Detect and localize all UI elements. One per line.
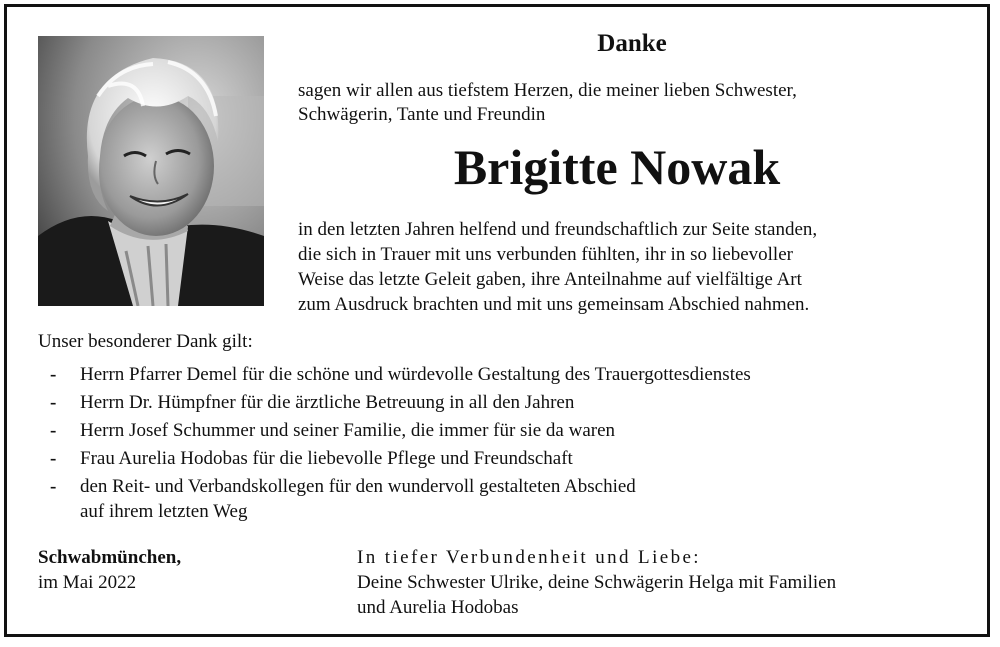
body-line: zum Ausdruck brachten und mit uns gemeinsam Abschied nahmen. bbox=[298, 294, 810, 315]
bullet-dash: - bbox=[50, 392, 57, 413]
date: im Mai 2022 bbox=[38, 572, 137, 593]
thanks-item-line: Herrn Pfarrer Demel für die schöne und würdevolle Gestaltung des Trauergottesdienstes bbox=[80, 364, 751, 385]
bullet-dash: - bbox=[50, 448, 57, 469]
thanks-item bbox=[50, 446, 960, 471]
intro-line: Schwägerin, Tante und Freundin bbox=[298, 104, 546, 125]
body-line: Weise das letzte Geleit gaben, ihre Anteilnahme auf vielfältige Art bbox=[298, 269, 802, 290]
signatories-line: Deine Schwester Ulrike, deine Schwägerin Helga mit Familien bbox=[357, 572, 837, 593]
signature-block bbox=[357, 545, 836, 620]
closing-line: In tiefer Verbundenheit und Liebe: bbox=[357, 547, 701, 568]
intro-line: sagen wir allen aus tiefstem Herzen, die meiner lieben Schwester, bbox=[298, 80, 797, 101]
thanks-item-line: den Reit- und Verbandskollegen für den wundervoll gestalteten Abschied bbox=[80, 476, 636, 497]
thanks-item bbox=[50, 474, 960, 524]
thanks-item bbox=[50, 362, 960, 387]
intro-text bbox=[298, 79, 797, 127]
place: Schwabmünchen, bbox=[38, 547, 182, 568]
portrait-photo bbox=[38, 36, 264, 306]
place-date bbox=[38, 545, 181, 595]
thanks-item-line: Herrn Josef Schummer und seiner Familie, die immer für sie da waren bbox=[80, 420, 616, 441]
body-text bbox=[298, 217, 817, 317]
thanks-item-line: auf ihrem letzten Weg bbox=[80, 501, 248, 522]
body-line: die sich in Trauer mit uns verbunden fühlten, ihr in so liebevoller bbox=[298, 244, 793, 265]
signatories-line: und Aurelia Hodobas bbox=[357, 597, 519, 618]
bullet-dash: - bbox=[50, 420, 57, 441]
body-line: in den letzten Jahren helfend und freundschaftlich zur Seite standen, bbox=[298, 219, 818, 240]
deceased-name: Brigitte Nowak bbox=[453, 139, 781, 195]
heading-danke: Danke bbox=[597, 30, 667, 57]
thanks-item bbox=[50, 418, 960, 443]
thanks-heading: Unser besonderer Dank gilt: bbox=[38, 331, 253, 352]
thanks-list bbox=[50, 362, 960, 527]
thanks-item bbox=[50, 390, 960, 415]
bullet-dash: - bbox=[50, 364, 57, 385]
thanks-item-line: Frau Aurelia Hodobas für die liebevolle Pflege und Freundschaft bbox=[80, 448, 573, 469]
bullet-dash: - bbox=[50, 476, 57, 497]
thanks-item-line: Herrn Dr. Hümpfner für die ärztliche Betreuung in all den Jahren bbox=[80, 392, 575, 413]
